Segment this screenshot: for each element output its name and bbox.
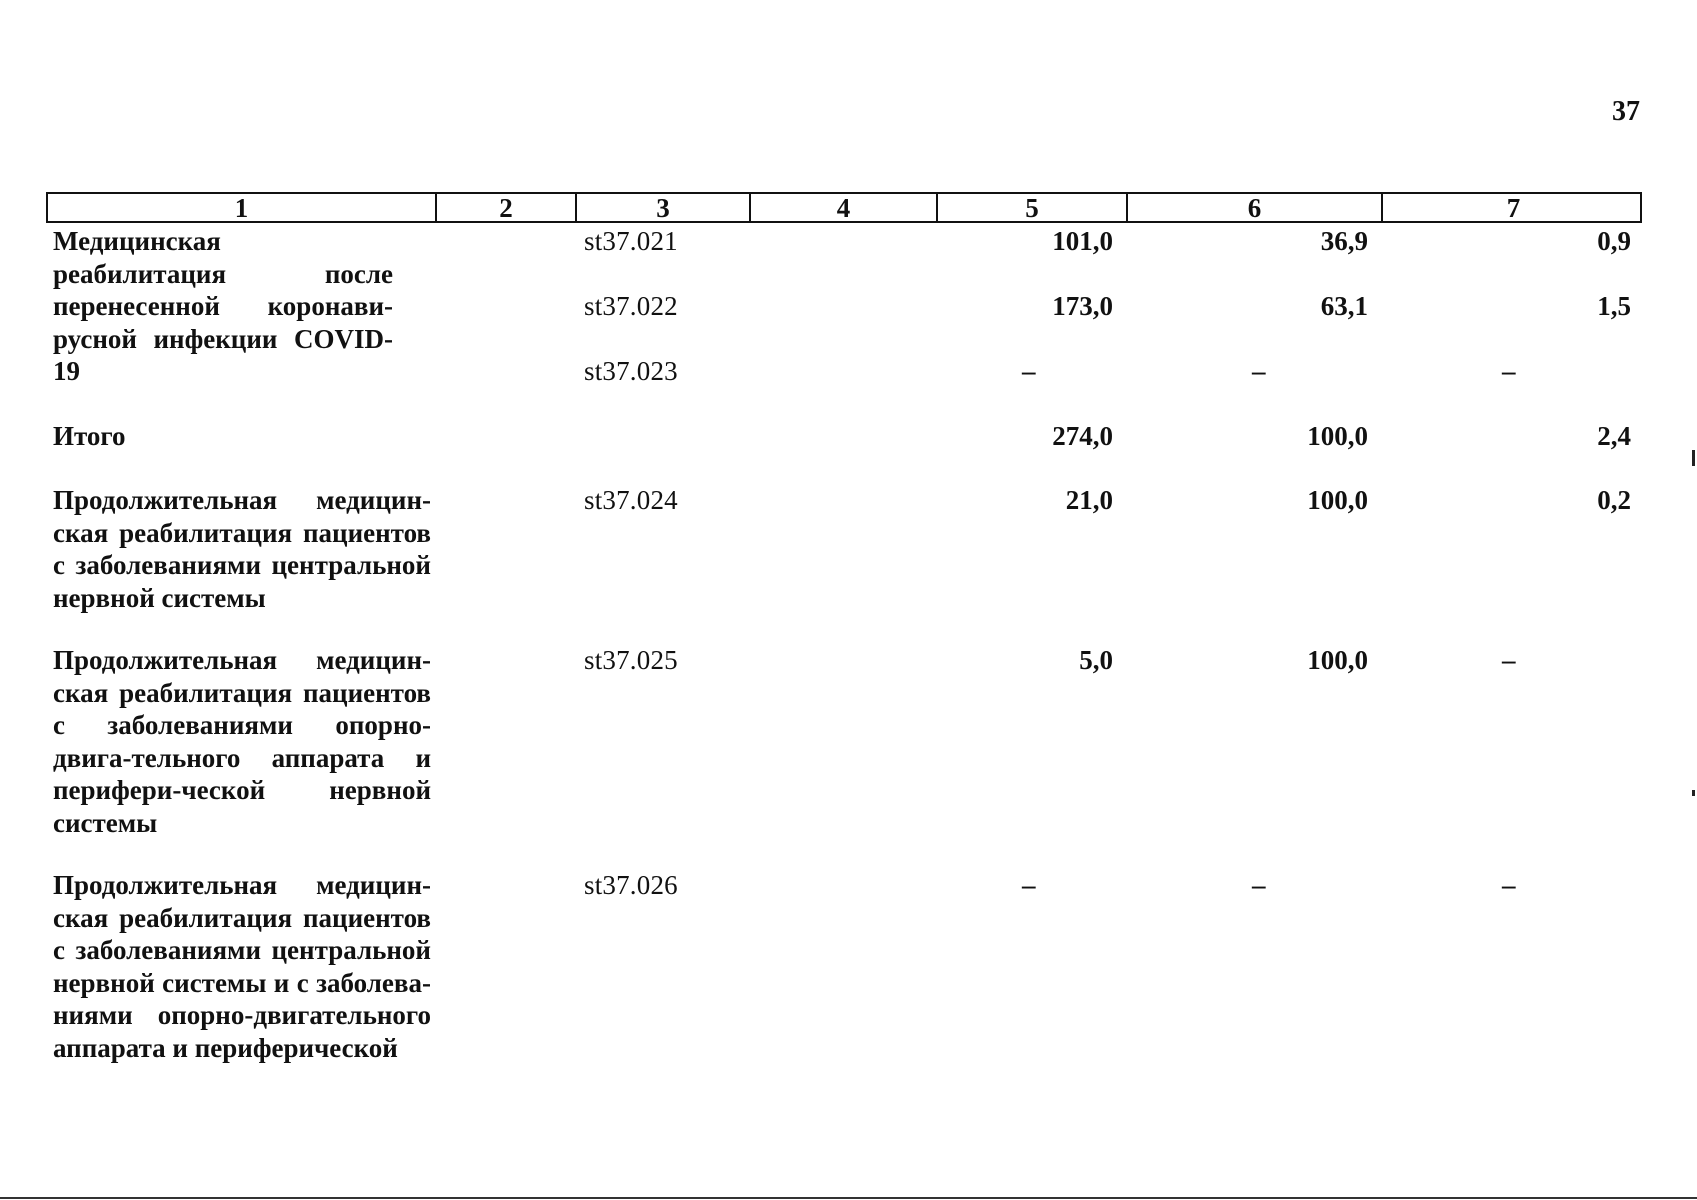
col4-empty <box>747 225 934 258</box>
scan-edge-mark <box>1692 450 1695 466</box>
spacer <box>433 323 1642 356</box>
table-header-row <box>46 192 1642 223</box>
row-code: st37.023 <box>584 356 678 386</box>
header-cell-7: 7 <box>1381 194 1644 223</box>
col2-empty <box>433 869 573 1064</box>
cell-col7: – <box>1502 356 1516 386</box>
row-name: Продолжительная медицин-ская реабилитация пациентов с заболеваниями опорно-двига-тельного аппарата и перифери-ческой нервной системы <box>53 645 431 838</box>
header-cell-6: 6 <box>1126 194 1381 223</box>
cell-col6: 63,1 <box>1320 291 1368 321</box>
row-gap <box>46 839 1642 869</box>
page-number: 37 <box>1612 96 1640 127</box>
cell-col7: 0,2 <box>1597 485 1631 515</box>
cell-col7: 1,5 <box>1597 291 1631 321</box>
header-cell-1: 1 <box>234 193 249 223</box>
scan-edge-mark <box>1692 790 1695 796</box>
table-row <box>46 225 1642 388</box>
col4-empty <box>747 355 934 388</box>
cell-col5: – <box>1022 356 1036 386</box>
row-gap <box>46 614 1642 644</box>
cell-col7: – <box>1502 870 1516 900</box>
header-cell-5: 5 <box>936 194 1126 223</box>
cell-col5: 274,0 <box>1052 420 1113 451</box>
row-code: st37.021 <box>584 226 678 256</box>
cell-col7: 0,9 <box>1597 226 1631 256</box>
row-name: Итого <box>53 420 126 451</box>
row-name: Продолжительная медицин-ская реабилитация пациентов с заболеваниями центральной нервной системы и с заболева-ниями опорно-двигательного аппарата и периферической <box>53 870 431 1063</box>
row-gap <box>46 452 1642 484</box>
scan-bottom-edge <box>0 1197 1697 1199</box>
table-row <box>46 420 1642 453</box>
cell-col5: 5,0 <box>1079 645 1113 675</box>
col4-empty <box>747 484 934 614</box>
header-cell-2: 2 <box>435 194 575 223</box>
table-row <box>46 644 1642 839</box>
cell-col5: – <box>1022 870 1036 900</box>
col2-empty <box>433 484 573 614</box>
col2-empty <box>433 225 573 258</box>
cell-col6: – <box>1252 870 1266 900</box>
cell-col7: – <box>1502 645 1516 675</box>
table-row <box>46 484 1642 614</box>
data-table <box>46 192 1642 1064</box>
cell-col6: 36,9 <box>1320 226 1368 256</box>
cell-col7: 2,4 <box>1597 420 1631 451</box>
col4-empty <box>747 644 934 839</box>
row-name: Медицинская реабилитация после перенесенной коронави-русной инфекции COVID-19 <box>53 226 393 386</box>
cell-col5: 173,0 <box>1052 291 1113 321</box>
row-code <box>573 420 747 453</box>
spacer <box>573 258 1642 291</box>
row-gap <box>46 388 1642 420</box>
cell-col6: – <box>1252 356 1266 386</box>
cell-col5: 101,0 <box>1052 226 1113 256</box>
header-cell-3: 3 <box>575 194 749 223</box>
col2-empty <box>433 355 573 388</box>
col2-empty <box>433 290 573 323</box>
col2-empty <box>433 420 573 453</box>
col4-empty <box>747 869 934 1064</box>
header-cell-4: 4 <box>749 194 936 223</box>
cell-col6: 100,0 <box>1307 420 1368 451</box>
row-code: st37.022 <box>584 291 678 321</box>
col2-empty <box>433 644 573 839</box>
row-code: st37.026 <box>584 870 678 900</box>
cell-col5: 21,0 <box>1065 485 1113 515</box>
cell-col6: 100,0 <box>1307 645 1368 675</box>
row-name: Продолжительная медицин-ская реабилитация пациентов с заболеваниями центральной нервной системы <box>53 485 431 613</box>
row-code: st37.024 <box>584 485 678 515</box>
col4-empty <box>747 290 934 323</box>
spacer <box>433 258 573 291</box>
col4-empty <box>747 420 934 453</box>
cell-col6: 100,0 <box>1307 485 1368 515</box>
table-row <box>46 869 1642 1064</box>
row-code: st37.025 <box>584 645 678 675</box>
